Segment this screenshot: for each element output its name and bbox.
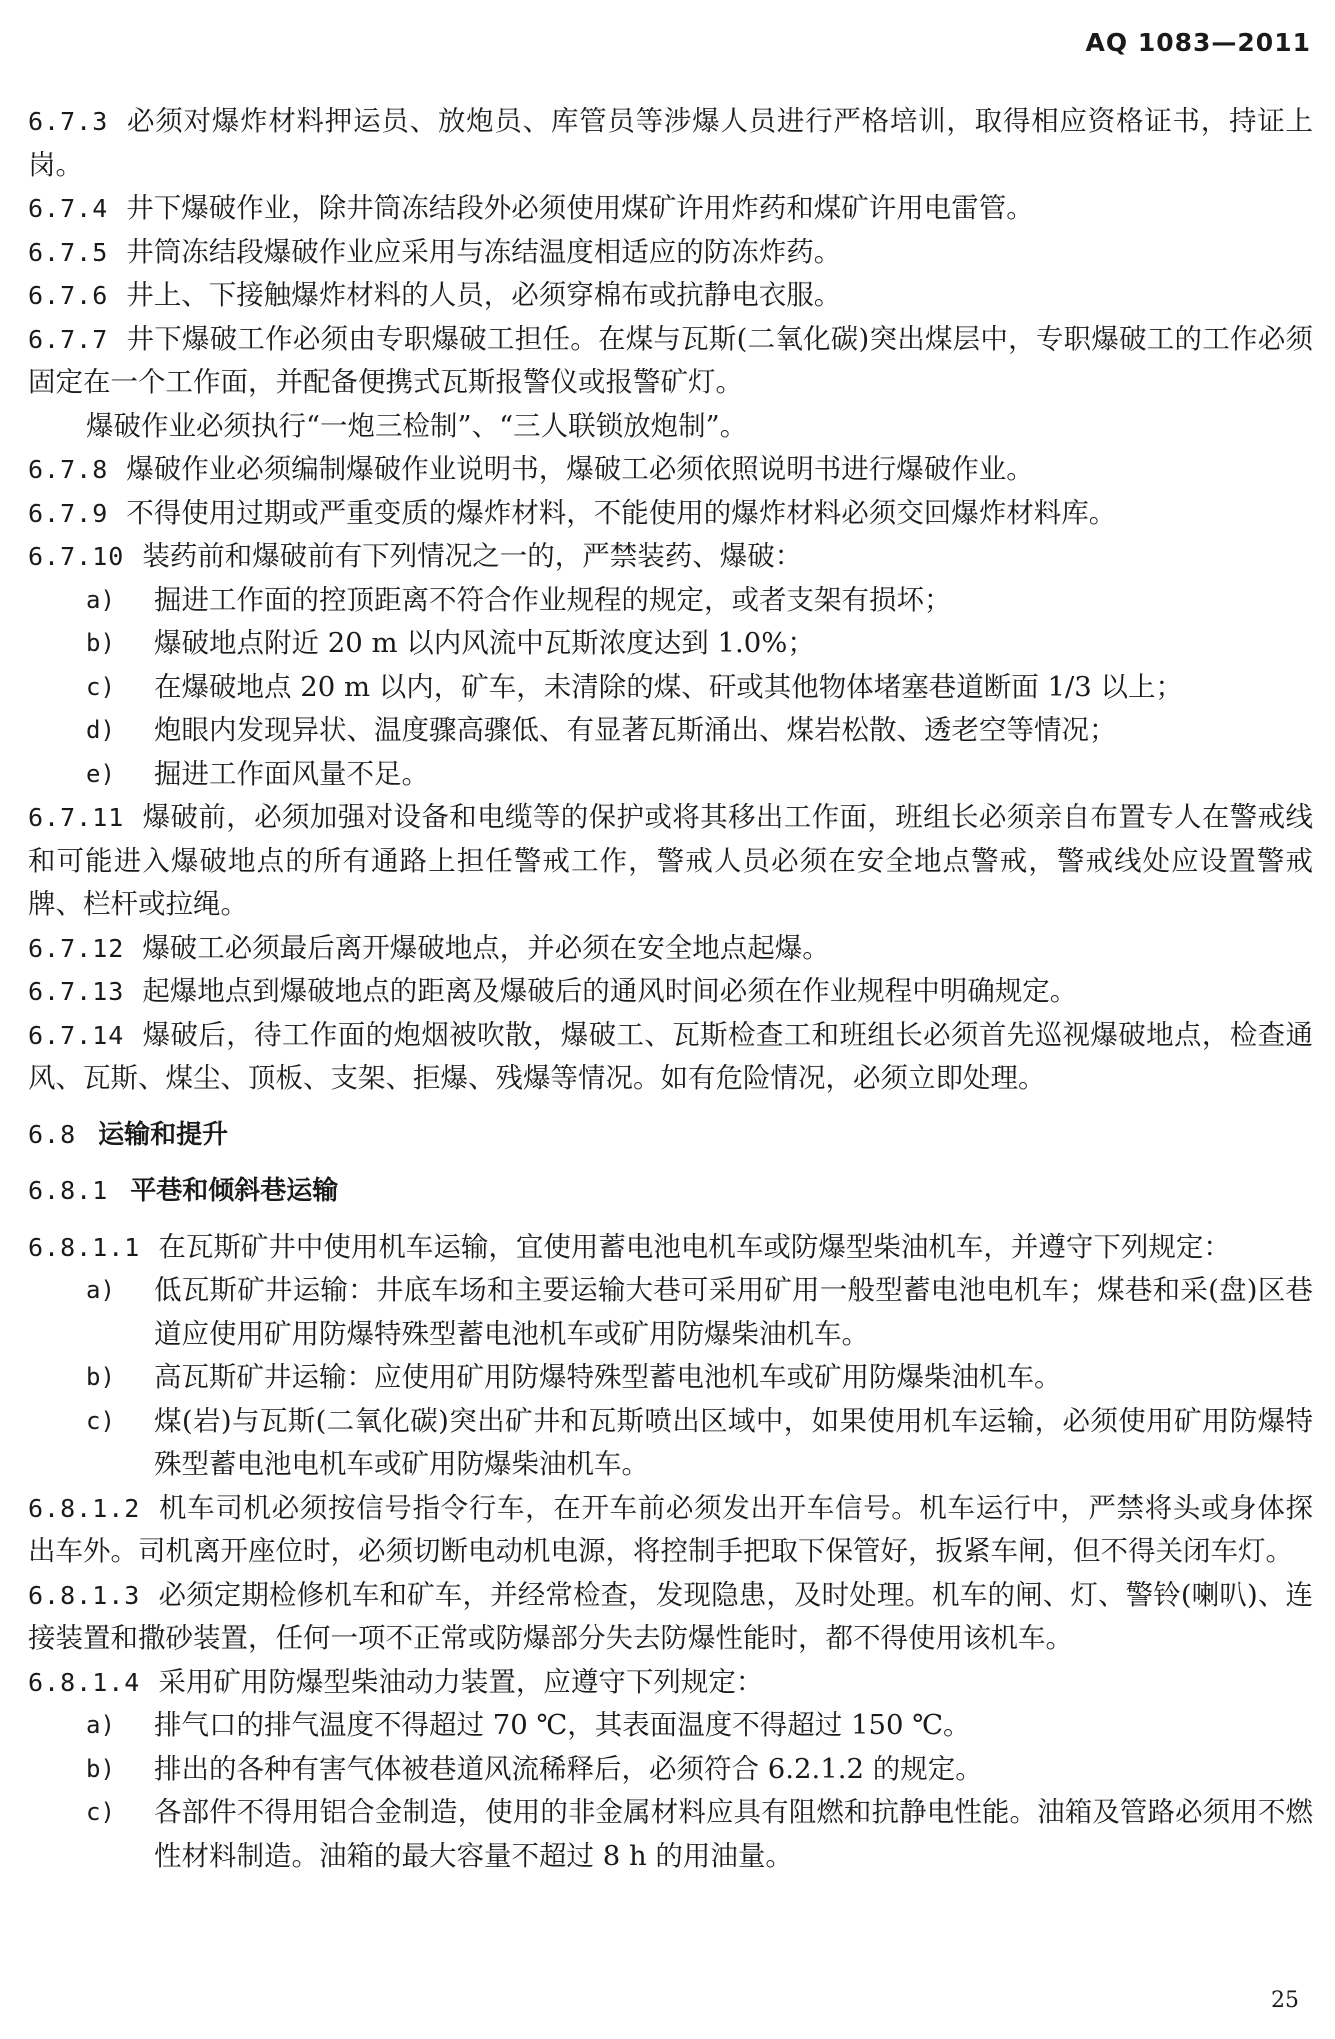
clause-number: 6.7.14 (28, 1020, 125, 1050)
list-item-text: 排气口的排气温度不得超过 70 ℃，其表面温度不得超过 150 ℃。 (154, 1709, 971, 1741)
clause-text: 不得使用过期或严重变质的爆炸材料，不能使用的爆炸材料必须交回爆炸材料库。 (126, 496, 1117, 529)
list-item-label: b) (86, 1363, 115, 1391)
list-item-label: b) (86, 629, 115, 657)
clause-text: 爆破工必须最后离开爆破地点，并必须在安全地点起爆。 (142, 931, 830, 964)
clause-text: 起爆地点到爆破地点的距离及爆破后的通风时间必须在作业规程中明确规定。 (142, 975, 1078, 1007)
clause-paragraph (28, 1226, 1313, 1270)
section-title: 运输和提升 (98, 1119, 229, 1150)
clause-number: 6.7.5 (28, 237, 109, 267)
list-item-text: 炮眼内发现异状、温度骤高骤低、有显著瓦斯涌出、煤岩松散、透老空等情况； (154, 714, 1117, 746)
list-item (28, 1269, 1313, 1356)
section-number: 6.8.1 (28, 1176, 109, 1205)
list-item (28, 753, 1313, 797)
clause-number: 6.8.1.4 (28, 1667, 141, 1697)
clause-number: 6.8.1.3 (28, 1580, 141, 1610)
clause-paragraph (28, 492, 1313, 536)
clause-paragraph (28, 448, 1313, 492)
clause-text: 必须对爆炸材料押运员、放炮员、库管员等涉爆人员进行严格培训，取得相应资格证书，持证上岗。 (28, 105, 1313, 181)
clause-number: 6.7.8 (28, 455, 109, 484)
clause-number: 6.8.1.1 (28, 1232, 141, 1262)
clause-text: 井上、下接触爆炸材料的人员，必须穿棉布或抗静电衣服。 (126, 279, 842, 311)
clause-paragraph (28, 318, 1313, 405)
clause-number: 6.7.11 (28, 803, 125, 832)
clause-text: 井下爆破作业，除井筒冻结段外必须使用煤矿许用炸药和煤矿许用电雷管。 (126, 192, 1034, 224)
list-item (28, 1400, 1313, 1487)
list-item (28, 666, 1313, 710)
clause-number: 6.7.9 (28, 498, 109, 528)
clause-paragraph (28, 1014, 1313, 1101)
section-heading (28, 1113, 1313, 1158)
list-item-text: 排出的各种有害气体被巷道风流稀释后，必须符合 6.2.1.2 的规定。 (154, 1752, 983, 1785)
clause-number: 6.7.6 (28, 281, 109, 310)
list-item-text: 低瓦斯矿井运输：井底车场和主要运输大巷可采用矿用一般型蓄电池电机车；煤巷和采(盘)区巷道应使用矿用防爆特殊型蓄电池机车或矿用防爆柴油机车。 (154, 1274, 1313, 1350)
list-item (28, 1356, 1313, 1400)
list-item-text: 在爆破地点 20 m 以内，矿车，未清除的煤、矸或其他物体堵塞巷道断面 1/3 以上； (154, 670, 1184, 703)
list-item-label: a) (86, 585, 115, 614)
section-title: 平巷和倾斜巷运输 (130, 1176, 339, 1206)
list-item-label: e) (86, 759, 115, 788)
page-number: 25 (1271, 1988, 1299, 2013)
clause-paragraph (28, 100, 1313, 187)
clause-paragraph (28, 1661, 1313, 1705)
list-item (28, 1748, 1313, 1792)
list-item-label: c) (86, 1798, 115, 1826)
clause-number: 6.8.1.2 (28, 1493, 141, 1523)
clause-text: 在瓦斯矿井中使用机车运输，宜使用蓄电池电机车或防爆型柴油机车，并遵守下列规定： (158, 1230, 1231, 1263)
clause-paragraph (28, 796, 1313, 927)
list-item-text: 各部件不得用铝合金制造，使用的非金属材料应具有阻燃和抗静电性能。油箱及管路必须用不燃性材料制造。油箱的最大容量不超过 8 h 的用油量。 (154, 1796, 1313, 1872)
clause-number: 6.7.13 (28, 977, 125, 1006)
clause-paragraph (28, 1574, 1313, 1661)
list-item-text: 高瓦斯矿井运输：应使用矿用防爆特殊型蓄电池机车或矿用防爆柴油机车。 (154, 1361, 1062, 1393)
clause-text: 爆破前，必须加强对设备和电缆等的保护或将其移出工作面，班组长必须亲自布置专人在警戒线和可能进入爆破地点的所有通路上担任警戒工作，警戒人员必须在安全地点警戒，警戒线处应设置警戒牌、栏杆或拉绳。 (28, 801, 1313, 920)
clause-paragraph (28, 927, 1313, 971)
clause-text: 机车司机必须按信号指令行车，在开车前必须发出开车信号。机车运行中，严禁将头或身体探出车外。司机离开座位时，必须切断电动机电源，将控制手把取下保管好，扳紧车闸，但不得关闭车灯。 (28, 1491, 1313, 1567)
clause-paragraph (28, 1487, 1313, 1574)
list-item-label: a) (86, 1711, 115, 1739)
list-item (28, 622, 1313, 666)
clause-number: 6.7.7 (28, 324, 109, 354)
clause-text: 采用矿用防爆型柴油动力装置，应遵守下列规定： (158, 1665, 764, 1698)
clause-text: 装药前和爆破前有下列情况之一的，严禁装药、爆破： (142, 540, 803, 572)
clause-paragraph (28, 231, 1313, 275)
clause-paragraph (28, 535, 1313, 579)
clause-number: 6.7.12 (28, 933, 125, 963)
clause-paragraph (28, 187, 1313, 231)
list-item-label: d) (86, 716, 115, 744)
section-heading (28, 1169, 1313, 1214)
clause-number: 6.7.4 (28, 194, 109, 223)
indented-paragraph: 爆破作业必须执行“一炮三检制”、“三人联锁放炮制”。 (86, 409, 748, 442)
clause-text: 爆破作业必须编制爆破作业说明书，爆破工必须依照说明书进行爆破作业。 (126, 453, 1034, 485)
list-item (28, 579, 1313, 623)
list-item-label: c) (86, 672, 115, 701)
list-item (28, 1791, 1313, 1878)
clause-number: 6.7.3 (28, 107, 109, 136)
document-body (28, 100, 1313, 1878)
clause-number: 6.7.10 (28, 542, 125, 571)
clause-paragraph (28, 970, 1313, 1014)
clause-text: 爆破后，待工作面的炮烟被吹散，爆破工、瓦斯检查工和班组长必须首先巡视爆破地点，检查通风、瓦斯、煤尘、顶板、支架、拒爆、残爆等情况。如有危险情况，必须立即处理。 (28, 1018, 1313, 1094)
clause-text: 必须定期检修机车和矿车，并经常检查，发现隐患，及时处理。机车的闸、灯、警铃(喇叭)、连接装置和撒砂装置，任何一项不正常或防爆部分失去防爆性能时，都不得使用该机车。 (28, 1578, 1313, 1654)
list-item (28, 1704, 1313, 1748)
list-item-text: 掘进工作面的控顶距离不符合作业规程的规定，或者支架有损坏； (154, 583, 952, 616)
list-item-text: 爆破地点附近 20 m 以内风流中瓦斯浓度达到 1.0%； (154, 627, 815, 659)
list-item-text: 掘进工作面风量不足。 (154, 757, 429, 790)
list-item-label: c) (86, 1406, 115, 1435)
document-code: AQ 1083—2011 (1085, 28, 1311, 57)
list-item-text: 煤(岩)与瓦斯(二氧化碳)突出矿井和瓦斯喷出区域中，如果使用机车运输，必须使用矿用防爆特殊型蓄电池电机车或矿用防爆柴油机车。 (154, 1404, 1313, 1480)
list-item (28, 709, 1313, 753)
section-number: 6.8 (28, 1119, 77, 1149)
list-item-label: a) (86, 1276, 115, 1304)
clause-text: 井下爆破工作必须由专职爆破工担任。在煤与瓦斯(二氧化碳)突出煤层中，专职爆破工的工作必须固定在一个工作面，并配备便携式瓦斯报警仪或报警矿灯。 (28, 322, 1313, 398)
clause-paragraph (28, 274, 1313, 318)
list-item-label: b) (86, 1754, 115, 1783)
clause-text: 井筒冻结段爆破作业应采用与冻结温度相适应的防冻炸药。 (126, 235, 842, 268)
